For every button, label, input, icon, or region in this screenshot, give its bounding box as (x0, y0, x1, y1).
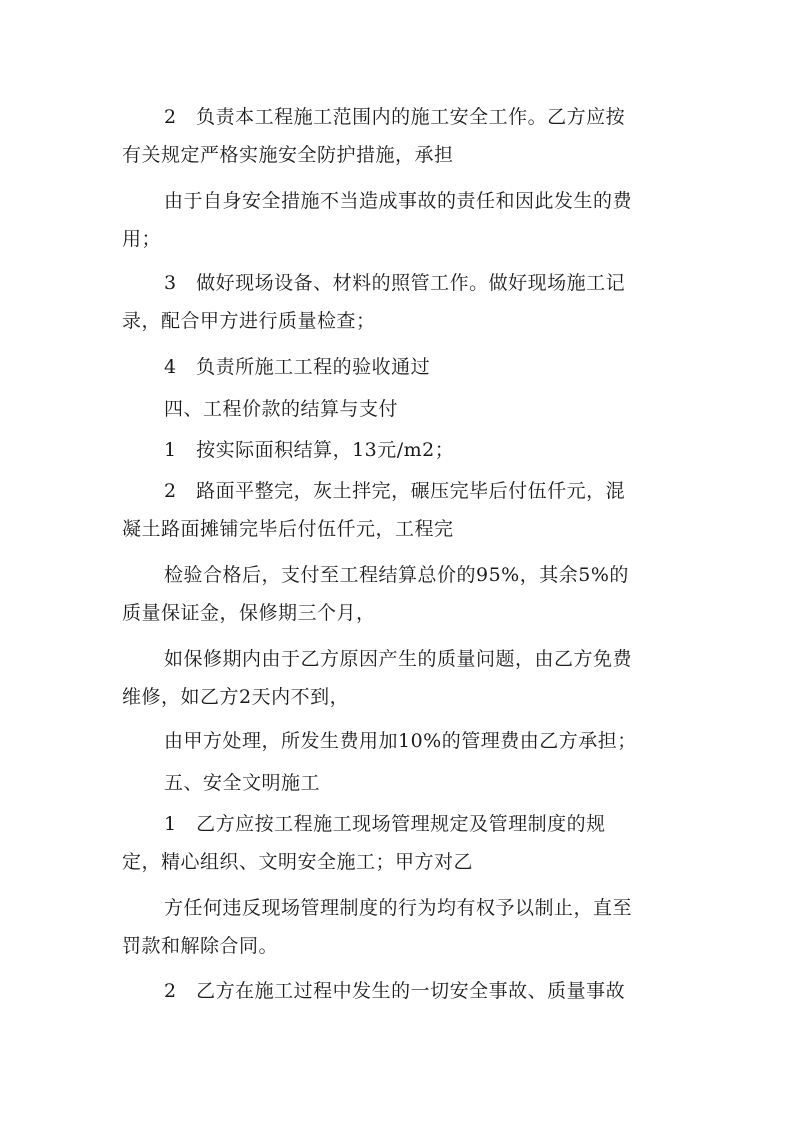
section-heading (122, 390, 642, 428)
paragraph (122, 722, 642, 760)
paragraph-text: 2 负责本工程施工范围内的施工安全工作。乙方应按有关规定严格实施安全防护措施，承担 (122, 106, 626, 166)
paragraph-text: 由于自身安全措施不当造成事故的责任和因此发生的费用； (122, 190, 633, 250)
paragraph (122, 805, 642, 881)
section-heading (122, 764, 642, 802)
paragraph (122, 431, 642, 469)
paragraph (122, 556, 642, 632)
paragraph-text: 1 乙方应按工程施工现场管理规定及管理制度的规定，精心组织、文明安全施工；甲方对乙 (122, 813, 606, 873)
paragraph-text: 检验合格后，支付至工程结算总价的95%，其余5%的质量保证金，保修期三个月， (122, 564, 629, 624)
paragraph-text: 方任何违反现场管理制度的行为均有权予以制止，直至罚款和解除合同。 (122, 897, 633, 957)
paragraph-text: 3 做好现场设备、材料的照管工作。做好现场施工记录，配合甲方进行质量检查； (122, 272, 626, 332)
section-heading-text: 五、安全文明施工 (164, 772, 321, 794)
paragraph (122, 348, 642, 386)
paragraph (122, 972, 642, 1010)
paragraph-text: 2 路面平整完，灰土拌完，碾压完毕后付伍仟元，混凝土路面摊铺完毕后付伍仟元，工程完 (122, 480, 626, 540)
paragraph-text: 由甲方处理，所发生费用加10%的管理费由乙方承担； (164, 730, 637, 752)
section-heading-text: 四、工程价款的结算与支付 (164, 398, 399, 420)
paragraph (122, 640, 642, 716)
paragraph-text: 2 乙方在施工过程中发生的一切安全事故、质量事故 (164, 980, 626, 1002)
paragraph (122, 98, 642, 174)
paragraph-text: 4 负责所施工工程的验收通过 (164, 356, 431, 378)
paragraph (122, 472, 642, 548)
paragraph (122, 889, 642, 965)
paragraph-text: 如保修期内由于乙方原因产生的质量问题，由乙方免费维修，如乙方2天内不到， (122, 648, 633, 708)
paragraph-text: 1 按实际面积结算，13元/m2； (164, 439, 455, 461)
paragraph (122, 264, 642, 340)
paragraph (122, 182, 642, 258)
